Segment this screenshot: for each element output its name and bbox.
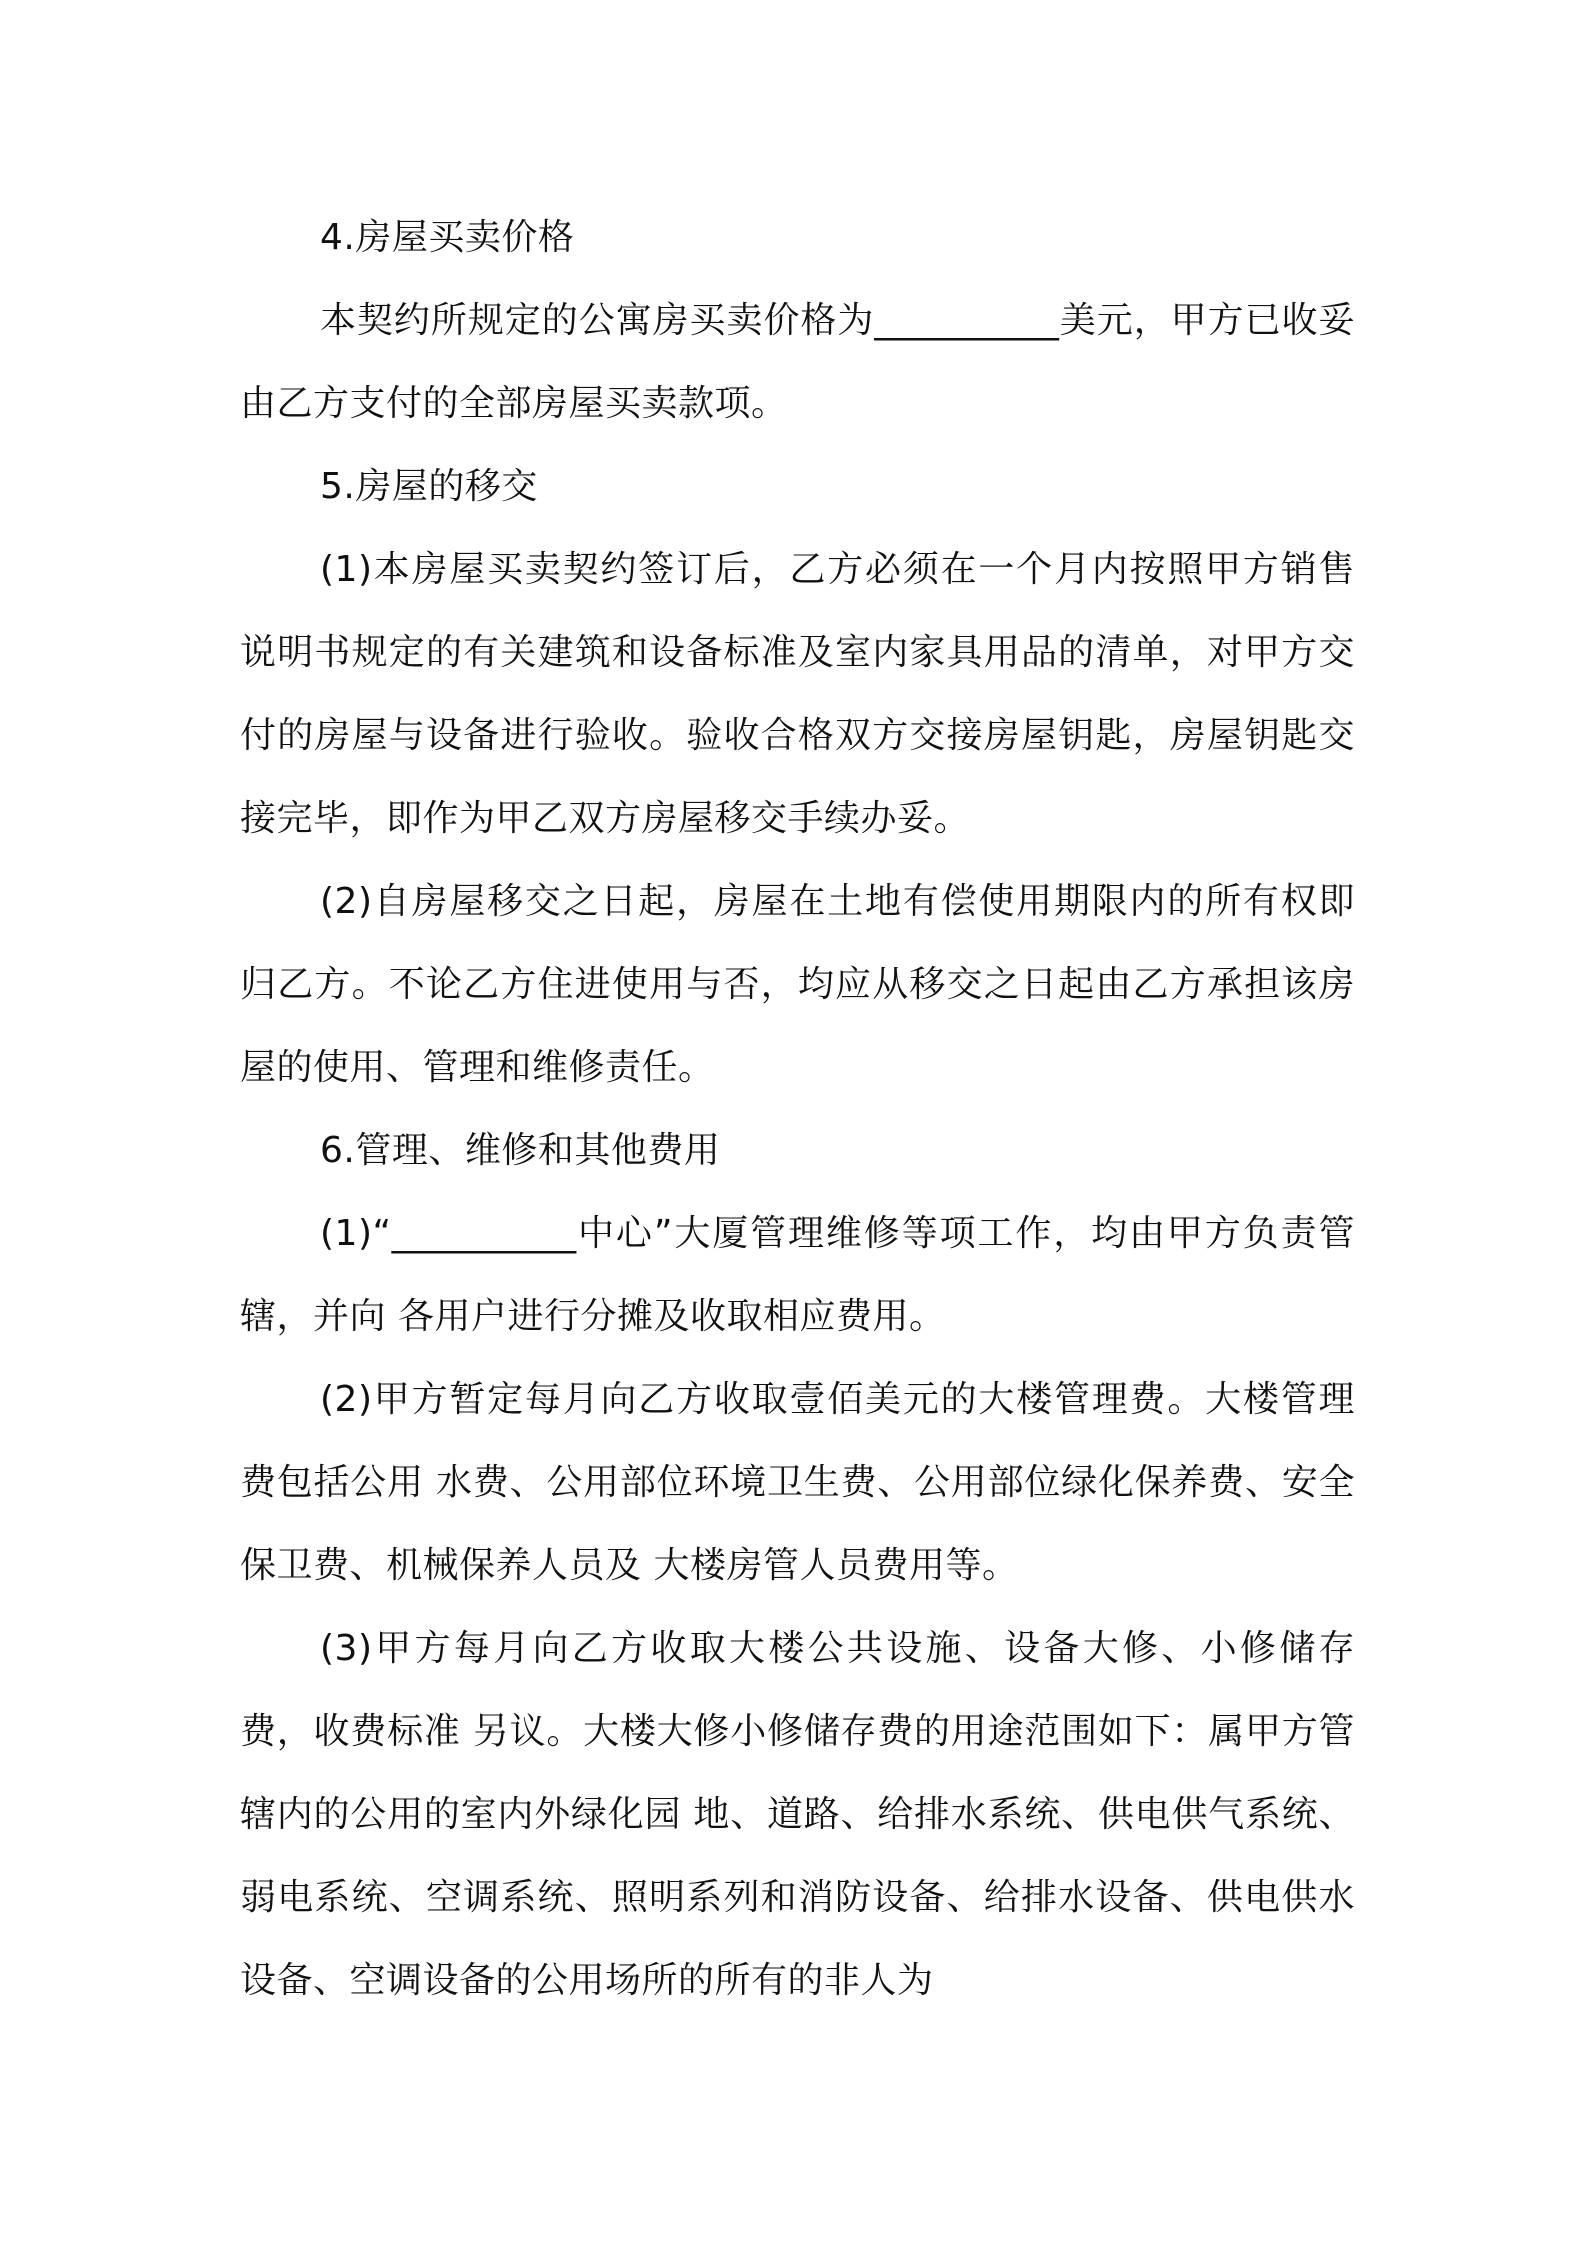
paragraph-fees-3: (3)甲方每月向乙方收取大楼公共设施、设备大修、小修储存费，收费标准 另议。大楼大修小修储存费的用途范围如下：属甲方管辖内的公用的室内外绿化园 地、道路、给排水系统、供电供气系统、弱电系统、空调系统、照明系列和消防设备、给排水设备、供电供水设备、空调设备的公用场所的所有的非人为 [240,1628,1355,2001]
paragraph-fees-1: (1)“__________中心”大厦管理维修等项工作，均由甲方负责管辖，并向 各用户进行分摊及收取相应费用。 [240,1213,1355,1337]
paragraph-handover-2: (2)自房屋移交之日起，房屋在土地有偿使用期限内的所有权即归乙方。不论乙方住进使用与否，均应从移交之日起由乙方承担该房屋的使用、管理和维修责任。 [240,881,1355,1088]
paragraph-price-amount: 本契约所规定的公寓房买卖价格为__________美元，甲方已收妥由乙方支付的全部房屋买卖款项。 [240,300,1355,424]
paragraph-handover-1: (1)本房屋买卖契约签订后，乙方必须在一个月内按照甲方销售说明书规定的有关建筑和设备标准及室内家具用品的清单，对甲方交付的房屋与设备进行验收。验收合格双方交接房屋钥匙，房屋钥匙交接完毕，即作为甲乙双方房屋移交手续办妥。 [240,549,1355,839]
section-heading-fees: 6.管理、维修和其他费用 [320,1130,721,1171]
paragraph-fees-2: (2)甲方暂定每月向乙方收取壹佰美元的大楼管理费。大楼管理费包括公用 水费、公用部位环境卫生费、公用部位绿化保养费、安全保卫费、机械保养人员及 大楼房管人员费用等。 [240,1379,1355,1586]
document-body [240,196,1355,2022]
section-heading-price: 4.房屋买卖价格 [320,217,575,258]
section-heading-handover: 5.房屋的移交 [320,466,538,507]
